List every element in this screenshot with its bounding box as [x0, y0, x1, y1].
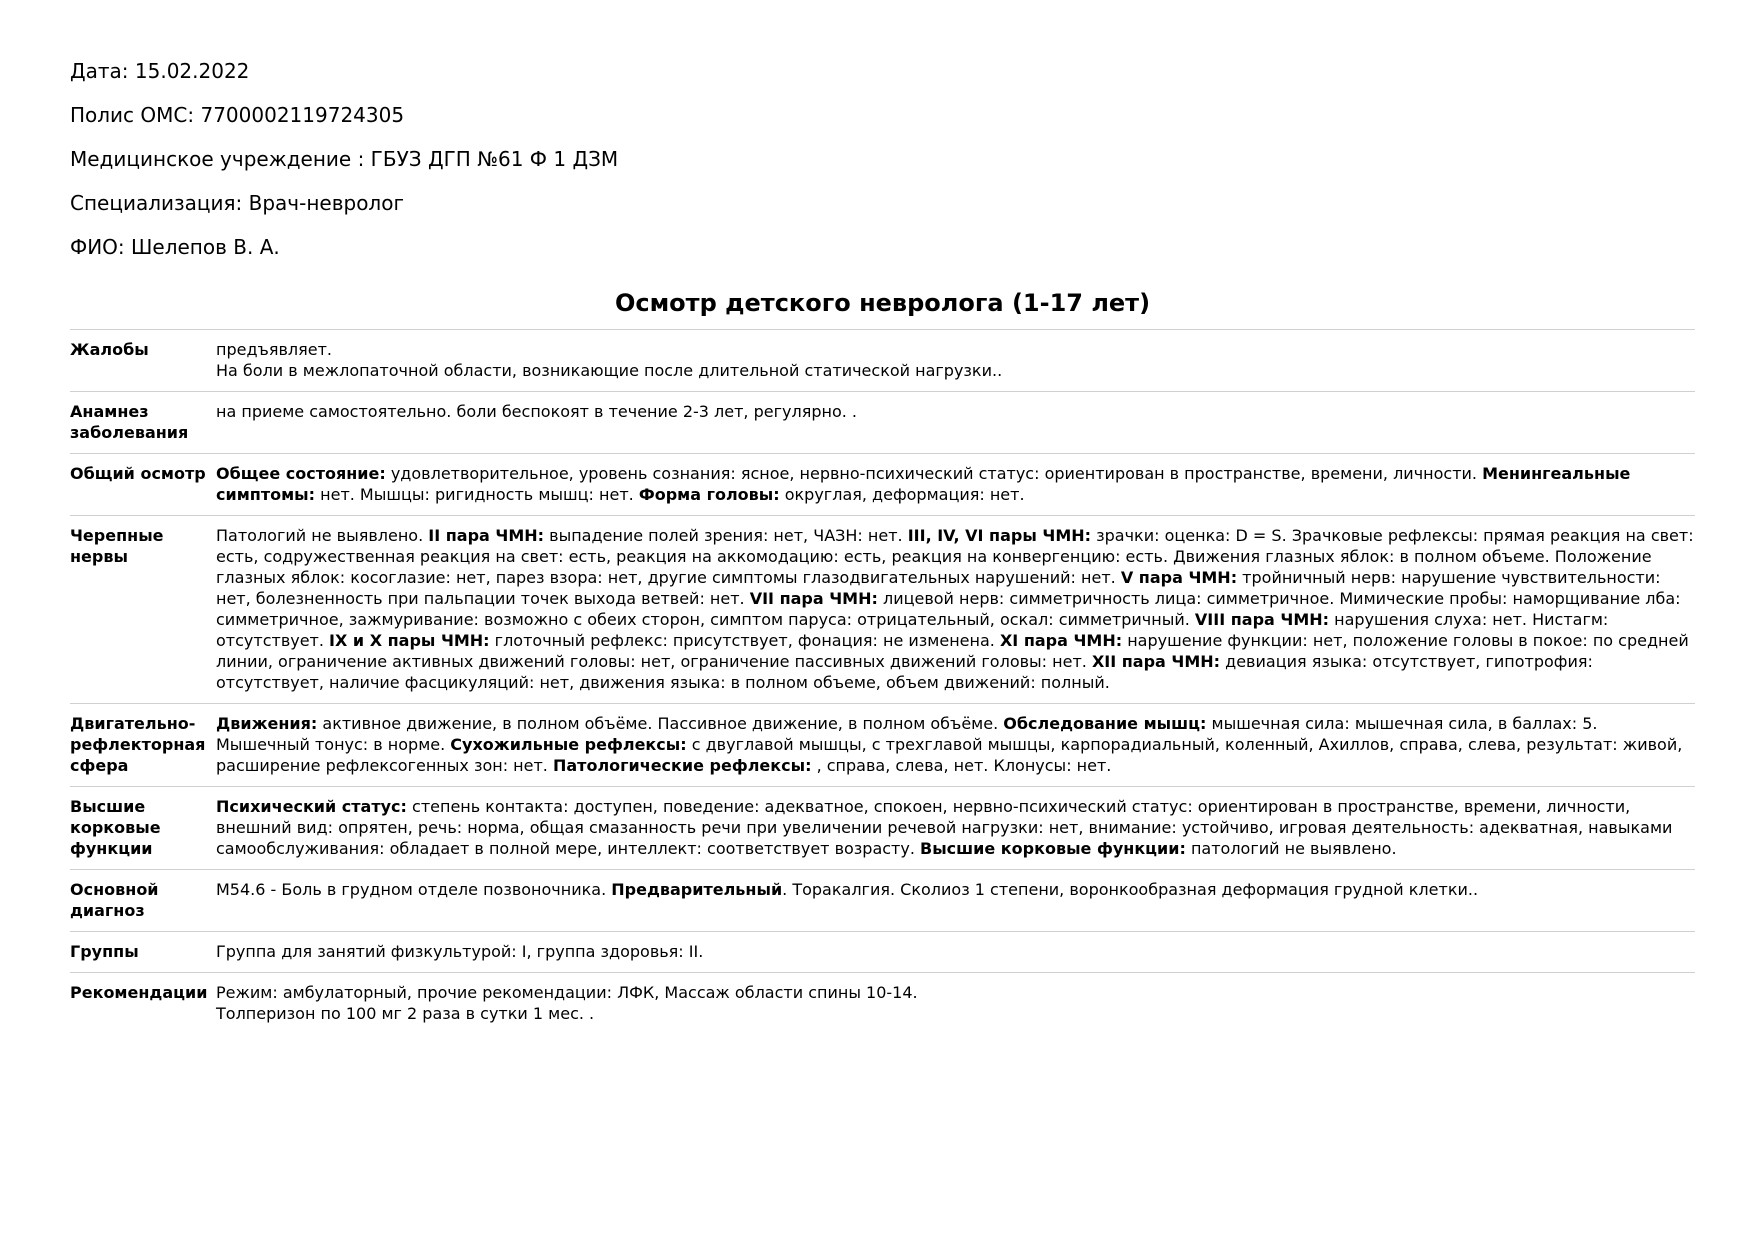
row-motor-sphere [70, 703, 1695, 786]
row-general-exam [70, 453, 1695, 515]
exam-table [70, 329, 1695, 1034]
row-label: Жалобы [70, 340, 149, 359]
row-label: Группы [70, 942, 139, 961]
row-label: Общий осмотр [70, 464, 206, 483]
row-value: Общее состояние: удовлетворительное, уровень сознания: ясное, нервно-психический статус: ориентирован в пространстве, времени, личности. Менингеальные симптомы: нет. Мышцы: ригидность мышц: нет. Форма головы: округлая, деформация: нет. [216, 464, 1631, 504]
row-label: Рекомендации [70, 983, 208, 1002]
row-cranial-nerves [70, 515, 1695, 703]
row-label: Высшие корковые функции [70, 797, 161, 858]
row-label: Двигательно-рефлекторная сфера [70, 714, 206, 775]
row-label: Основной диагноз [70, 880, 159, 920]
row-value: Движения: активное движение, в полном объёме. Пассивное движение, в полном объёме. Обследование мышц: мышечная сила: мышечная сила, в баллах: 5. Мышечный тонус: в норме. Сухожильные рефлексы: с двуглавой мышцы, с трехглавой мышцы, карпорадиальный, коленный, Ахиллов, справа, слева, результат: живой, расширение рефлексогенных зон: нет. Патологические рефлексы: , справа, слева, нет. Клонусы: нет. [216, 714, 1683, 775]
row-complaints [70, 329, 1695, 391]
row-value: Режим: амбулаторный, прочие рекомендации: ЛФК, Массаж области спины 10-14. Толперизон по 100 мг 2 раза в сутки 1 мес. . [216, 983, 918, 1023]
row-groups [70, 931, 1695, 972]
row-value: Патологий не выявлено. II пара ЧМН: выпадение полей зрения: нет, ЧАЗН: нет. III, IV, VI пары ЧМН: зрачки: оценка: D = S. Зрачковые рефлексы: прямая реакция на свет: есть, содружественная реакция на свет: есть, реакция на аккомодацию: есть, реакция на конвергенцию: есть. Движения глазных яблок: в полном объеме. Положение глазных яблок: косоглазие: нет, парез взора: нет, другие симптомы глазодвигательных нарушений: нет. V пара ЧМН: тройничный нерв: нарушение чувствительности: нет, болезненность при пальпации точек выхода ветвей: нет. VII пара ЧМН: лицевой нерв: симметричность лица: симметричное. Мимические пробы: наморщивание лба: симметричное, зажмуривание: возможно с обеих сторон, симптом паруса: отрицательный, оскал: симметричный. VIII пара ЧМН: нарушения слуха: нет. Нистагм: отсутствует. IX и X пары ЧМН: глоточный рефлекс: присутствует, фонация: не изменена. XI пара ЧМН: нарушение функции: нет, положение головы в покое: по средней линии, ограничение активных движений головы: нет, ограничение пассивных движений головы: нет. XII пара ЧМН: девиация языка: отсутствует, гипотрофия: отсутствует, наличие фасцикуляций: нет, движения языка: в полном объеме, объем движений: полный. [216, 526, 1694, 692]
row-value: Психический статус: степень контакта: доступен, поведение: адекватное, спокоен, нервно-психический статус: ориентирован в пространстве, времени, личности, внешний вид: опрятен, речь: норма, общая смазанность речи при увеличении речевой нагрузки: нет, внимание: устойчиво, игровая деятельность: адекватная, навыками самообслуживания: обладает в полной мере, интеллект: соответствует возрасту. Высшие корковые функции: патологий не выявлено. [216, 797, 1673, 858]
row-label: Анамнез заболевания [70, 402, 189, 442]
medical-institution: Медицинское учреждение : ГБУЗ ДГП №61 Ф 1 ДЗМ [70, 147, 619, 171]
document-title: Осмотр детского невролога (1-17 лет) [614, 289, 1151, 317]
row-value: на приеме самостоятельно. боли беспокоят в течение 2-3 лет, регулярно. . [216, 402, 857, 421]
doctor-specialization: Специализация: Врач-невролог [70, 191, 404, 215]
visit-date: Дата: 15.02.2022 [70, 59, 250, 83]
row-recommendations [70, 972, 1695, 1034]
row-value: предъявляет. На боли в межлопаточной области, возникающие после длительной статической нагрузки.. [216, 340, 1003, 380]
row-value: M54.6 - Боль в грудном отделе позвоночника. Предварительный. Торакалгия. Сколиоз 1 степени, воронкообразная деформация грудной клетки.. [216, 880, 1479, 899]
row-value: Группа для занятий физкультурой: I, группа здоровья: II. [216, 942, 704, 961]
row-diagnosis [70, 869, 1695, 931]
insurance-policy: Полис ОМС: 7700002119724305 [70, 103, 405, 127]
row-cortical-functions [70, 786, 1695, 869]
doctor-name: ФИО: Шелепов В. А. [70, 235, 280, 259]
row-anamnesis [70, 391, 1695, 453]
row-label: Черепные нервы [70, 526, 164, 566]
